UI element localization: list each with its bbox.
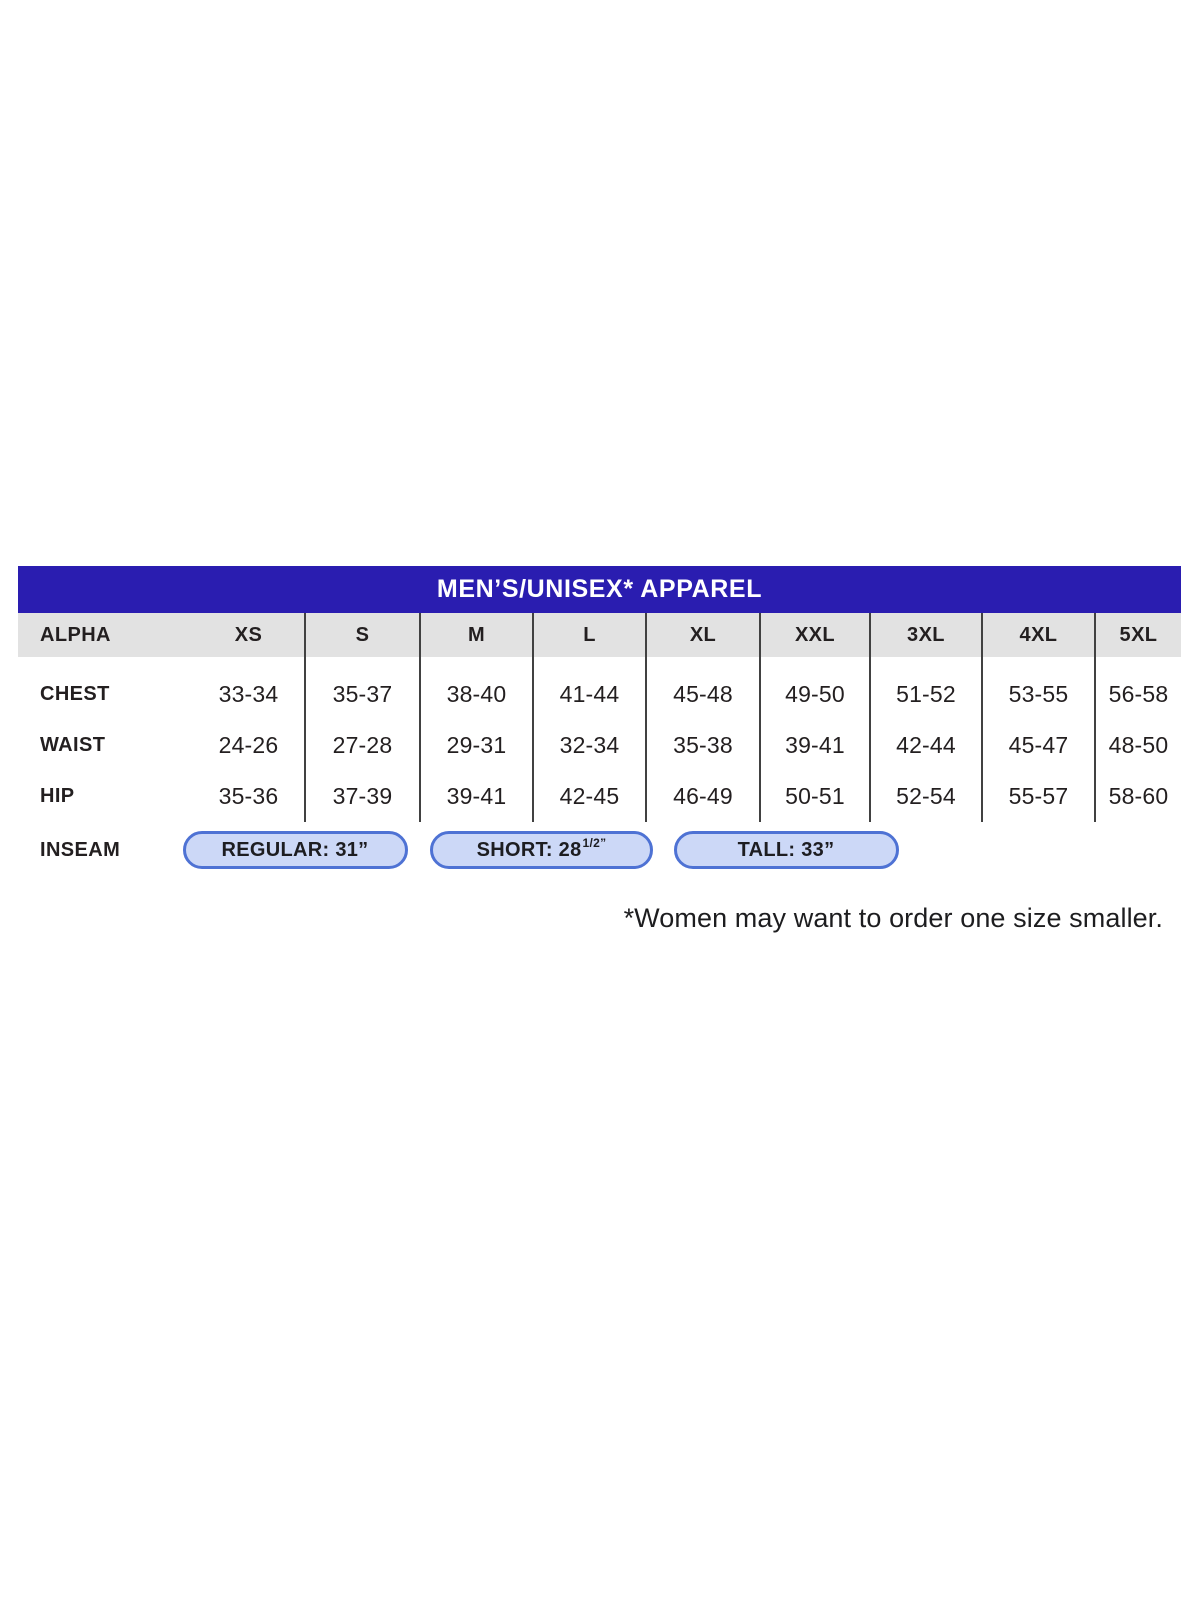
table-cell: 53-55 <box>983 669 1096 720</box>
spacer-cell <box>1096 657 1181 669</box>
table-cell: 39-41 <box>761 720 871 771</box>
table-cell: 27-28 <box>306 720 421 771</box>
spacer-cell <box>18 657 193 669</box>
table-cell: 51-52 <box>871 669 983 720</box>
row-label-inseam: INSEAM <box>40 838 121 861</box>
inseam-pill-short-text: SHORT: 28 <box>476 838 582 861</box>
table-cell: 33-34 <box>193 669 306 720</box>
spacer-cell <box>534 657 647 669</box>
col-header-5xl: 5XL <box>1119 623 1158 646</box>
table-cell: 37-39 <box>306 771 421 822</box>
table-cell: 52-54 <box>871 771 983 822</box>
inseam-pill-short <box>430 831 653 869</box>
table-cell: 32-34 <box>534 720 647 771</box>
col-header-xl: XL <box>647 613 761 657</box>
col-header-m: M <box>421 613 534 657</box>
table-row-chest <box>18 669 1181 720</box>
col-header-xs: XS <box>193 613 306 657</box>
table-cell: 56-58 <box>1108 681 1169 707</box>
inseam-pill-regular <box>183 831 408 869</box>
header-row <box>18 613 1181 657</box>
chart-title: MEN’S/UNISEX* APPAREL <box>436 575 763 603</box>
table-cell: 35-37 <box>306 669 421 720</box>
table-cell: 45-47 <box>983 720 1096 771</box>
spacer-cell <box>306 657 421 669</box>
row-label-hip: HIP <box>40 785 75 807</box>
table-cell: 48-50 <box>1108 732 1169 758</box>
table-cell: 38-40 <box>421 669 534 720</box>
inseam-pill-regular-text: REGULAR: 31” <box>221 838 369 861</box>
spacer-cell <box>193 657 306 669</box>
spacer-cell <box>647 657 761 669</box>
col-header-4xl: 4XL <box>983 613 1096 657</box>
inseam-pill-tall <box>674 831 899 869</box>
size-chart <box>18 566 1181 878</box>
spacer-cell <box>983 657 1096 669</box>
inseam-pill-short-sup: 1/2” <box>582 836 607 850</box>
chart-title-bar <box>18 566 1181 613</box>
table-cell: 45-48 <box>647 669 761 720</box>
col-header-s: S <box>306 613 421 657</box>
col-header-l: L <box>534 613 647 657</box>
table-cell: 58-60 <box>1108 783 1169 809</box>
table-cell: 50-51 <box>761 771 871 822</box>
spacer-cell <box>421 657 534 669</box>
row-label-chest: CHEST <box>40 683 110 705</box>
table-cell: 42-45 <box>534 771 647 822</box>
table-cell: 35-36 <box>193 771 306 822</box>
table-cell: 39-41 <box>421 771 534 822</box>
table-cell: 24-26 <box>193 720 306 771</box>
col-header-xxl: XXL <box>761 613 871 657</box>
col-header-alpha: ALPHA <box>40 623 111 646</box>
table-cell: 46-49 <box>647 771 761 822</box>
row-label-waist: WAIST <box>40 734 106 756</box>
table-cell: 41-44 <box>534 669 647 720</box>
table-row-hip <box>18 771 1181 822</box>
footnote: *Women may want to order one size smaller. <box>623 903 1163 933</box>
table-cell: 35-38 <box>647 720 761 771</box>
inseam-row <box>18 822 1181 878</box>
divider-spacer-row <box>18 657 1181 669</box>
table-cell: 55-57 <box>983 771 1096 822</box>
spacer-cell <box>871 657 983 669</box>
table-cell: 49-50 <box>761 669 871 720</box>
table-cell: 42-44 <box>871 720 983 771</box>
col-header-3xl: 3XL <box>871 613 983 657</box>
table-row-waist <box>18 720 1181 771</box>
spacer-cell <box>761 657 871 669</box>
inseam-pill-tall-text: TALL: 33” <box>737 838 835 861</box>
table-cell: 29-31 <box>421 720 534 771</box>
